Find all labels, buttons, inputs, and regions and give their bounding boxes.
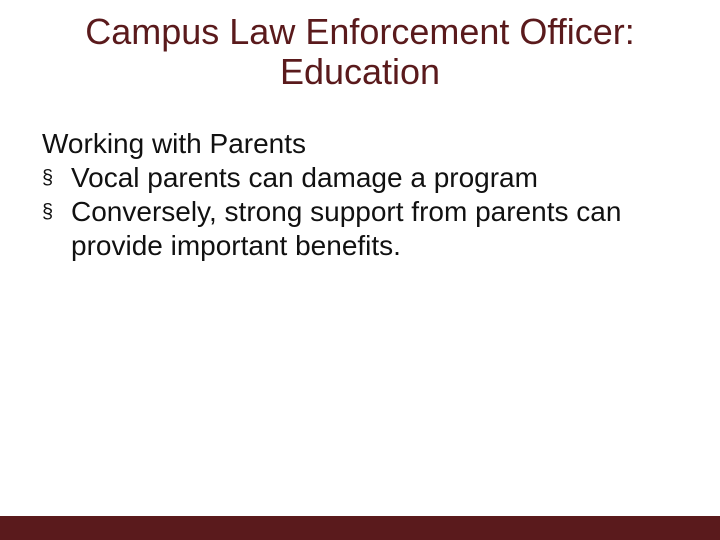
bullet-text: Conversely, strong support from parents can provide important benefits. <box>71 196 622 261</box>
bullet-item <box>42 161 682 195</box>
bullet-item <box>42 195 682 263</box>
slide-body <box>42 127 682 263</box>
bullet-marker-icon: § <box>42 167 54 189</box>
slide-title <box>20 12 700 92</box>
slide-title-line-1: Campus Law Enforcement Officer: <box>85 11 635 52</box>
section-heading: Working with Parents <box>42 128 307 159</box>
bullet-list <box>42 161 682 263</box>
slide-title-line-2: Education <box>279 51 441 92</box>
footer-bar <box>0 516 720 540</box>
bullet-marker-icon: § <box>42 201 54 223</box>
bullet-text: Vocal parents can damage a program <box>71 162 538 193</box>
